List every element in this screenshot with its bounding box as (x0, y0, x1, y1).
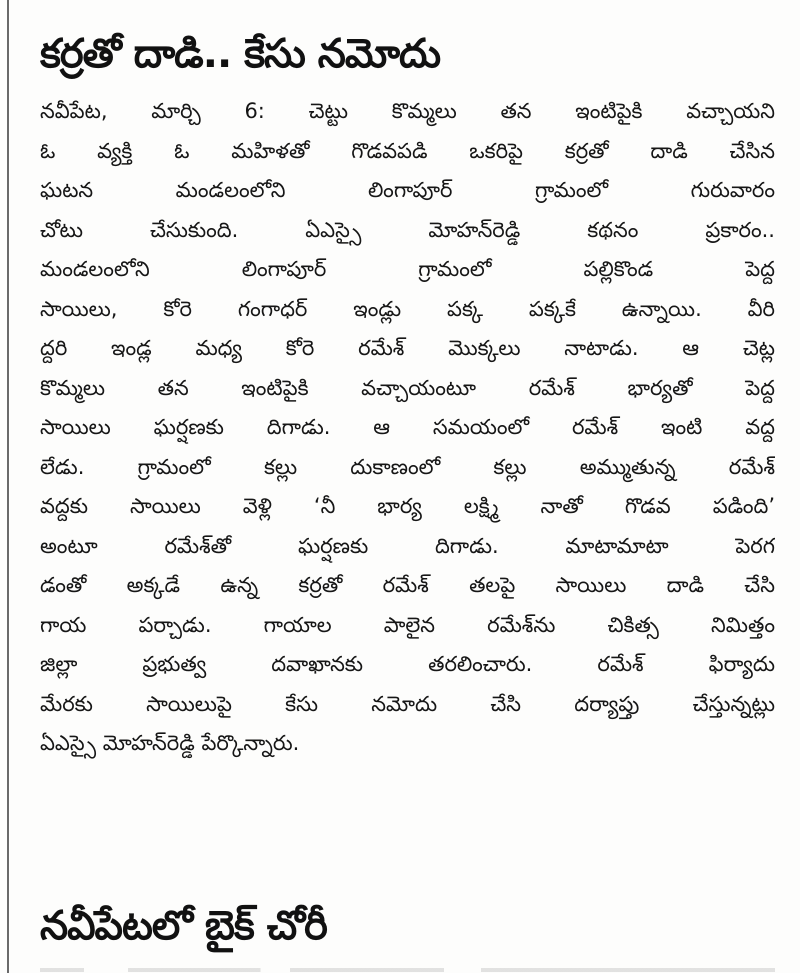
article-line: సాయిలు ఘర్షణకు దిగాడు. ఆ సమయంలో రమేశ్ ఇంటి వద్ద (40, 415, 775, 439)
cropped-text-fragment (40, 962, 775, 973)
article-body (40, 92, 775, 764)
article-line: జిల్లా ప్రభుత్వ దవాఖానకు తరలించారు. రమేశ్ ఫిర్యాదు (40, 652, 775, 676)
article-line: ఘటన మండలంలోని లింగాపూర్ గ్రామంలో గురువారం (40, 178, 775, 202)
article-line: నవీపేట, మార్చి 6: చెట్టు కొమ్మలు తన ఇంటిపైకి వచ్చాయని (40, 99, 775, 123)
article-line: వద్దకు సాయిలు వెళ్లి ‘నీ భార్య లక్ష్మి నాతో గొడవ పడింది’ (40, 494, 775, 518)
article-line: ఏఎస్సై మోహన్‌రెడ్డి పేర్కొన్నారు. (40, 731, 300, 755)
article-line: డంతో అక్కడే ఉన్న కర్రతో రమేశ్ తలపై సాయిలు దాడి చేసి (40, 573, 775, 597)
article-headline: కర్రతో దాడి.. కేసు నమోదు (40, 31, 441, 77)
article-line: లేడు. గ్రామంలో కల్లు దుకాణంలో కల్లు అమ్ముతున్న రమేశ్ (40, 454, 775, 479)
next-article-headline: నవీపేటలో బైక్ చోరీ (40, 903, 327, 949)
article-line: సాయిలు, కోరె గంగాధర్ ఇండ్లు పక్క పక్కకే ఉన్నాయి. వీరి (40, 296, 775, 321)
article-line: చోటు చేసుకుంది. ఏఎస్సై మోహన్‌రెడ్డి కథనం ప్రకారం.. (40, 217, 775, 242)
article-line: మేరకు సాయిలుపై కేసు నమోదు చేసి దర్యాప్తు చేస్తున్నట్లు (40, 691, 775, 716)
article-line: కొమ్మలు తన ఇంటిపైకి వచ్చాయంటూ రమేశ్ భార్యతో పెద్ద (40, 375, 775, 400)
article-line: ద్దరి ఇండ్ల మధ్య కోరె రమేశ్ మొక్కలు నాటాడు. ఆ చెట్ల (40, 336, 775, 360)
column-divider (7, 0, 9, 973)
article-line: ఓ వ్యక్తి ఓ మహిళతో గొడవపడి ఒకరిపై కర్రతో దాడి చేసిన (40, 138, 775, 163)
article-line: గాయ పర్చాడు. గాయాల పాలైన రమేశ్‌ను చికిత్స నిమిత్తం (40, 612, 775, 637)
article-line: అంటూ రమేశ్‌తో ఘర్షణకు దిగాడు. మాటామాటా పెరగ (40, 533, 775, 558)
article-line: మండలంలోని లింగాపూర్ గ్రామంలో పల్లికొండ పెద్ద (40, 257, 775, 281)
